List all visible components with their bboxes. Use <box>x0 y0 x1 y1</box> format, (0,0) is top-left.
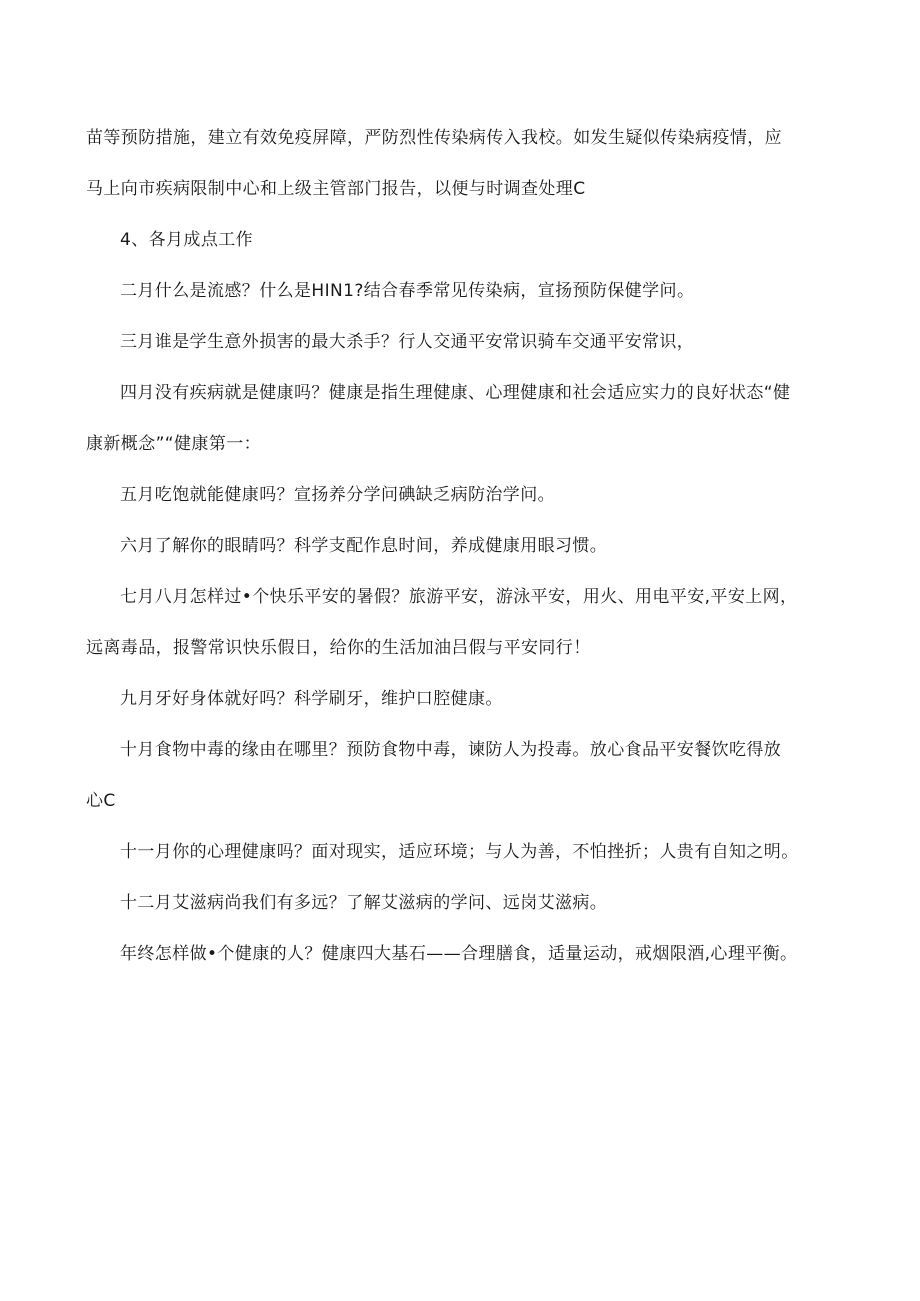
paragraph-may: 五月吃饱就能健康吗？宣扬养分学问碘缺乏病防治学问。 <box>120 485 555 505</box>
paragraph-june: 六月了解你的眼睛吗？科学支配作息时间，养成健康用眼习惯。 <box>120 536 608 556</box>
paragraph-december: 十二月艾滋病尚我们有多远？了解艾滋病的学问、远岗艾滋病。 <box>120 893 608 913</box>
paragraph-november: 十一月你的心理健康吗？面对现实，适应环境；与人为善，不怕挫折；人贵有自知之明。 <box>120 842 799 862</box>
paragraph-september: 九月牙好身体就好吗？科学刷牙，维护口腔健康。 <box>120 689 503 709</box>
paragraph-july-august: 七月八月怎样过•个快乐平安的暑假？旅游平安，游泳平安，用火、用电平安,平安上网， <box>120 587 798 607</box>
paragraph-march: 三月谁是学生意外损害的最大杀手？行人交通平安常识骑车交通平安常识， <box>120 332 695 352</box>
paragraph-february: 二月什么是流感？什么是HIN1?结合春季常见传染病，宣扬预防保健学问。 <box>120 281 695 301</box>
paragraph-october: 十月食物中毒的缘由在哪里？预防食物中毒，谏防人为投毒。放心食品平安餐饮吃得放 <box>120 740 782 760</box>
paragraph-april: 四月没有疾病就是健康吗？健康是指生理健康、心理健康和社会适应实力的良好状态“健 <box>120 383 791 403</box>
paragraph-october-continued: 心C <box>86 791 116 811</box>
paragraph-april-continued: 康新概念”“健康第一： <box>86 434 262 454</box>
paragraph-year-end: 年终怎样做•个健康的人？健康四大基石——合理膳食，适量运动，戒烟限酒,心理平衡。 <box>120 944 798 964</box>
paragraph-july-august-continued: 远离毒品，报警常识快乐假日，给你的生活加油吕假与平安同行！ <box>86 638 591 658</box>
document-body <box>86 113 846 980</box>
paragraph-line: 苗等预防措施，建立有效免疫屏障，严防烈性传染病传入我校。如发生疑似传染病疫情，应 <box>86 128 782 148</box>
paragraph-line: 马上向市疾病限制中心和上级主管部门报告，以便与时调查处理C <box>86 179 586 199</box>
section-heading: 4、各月成点工作 <box>120 230 254 250</box>
